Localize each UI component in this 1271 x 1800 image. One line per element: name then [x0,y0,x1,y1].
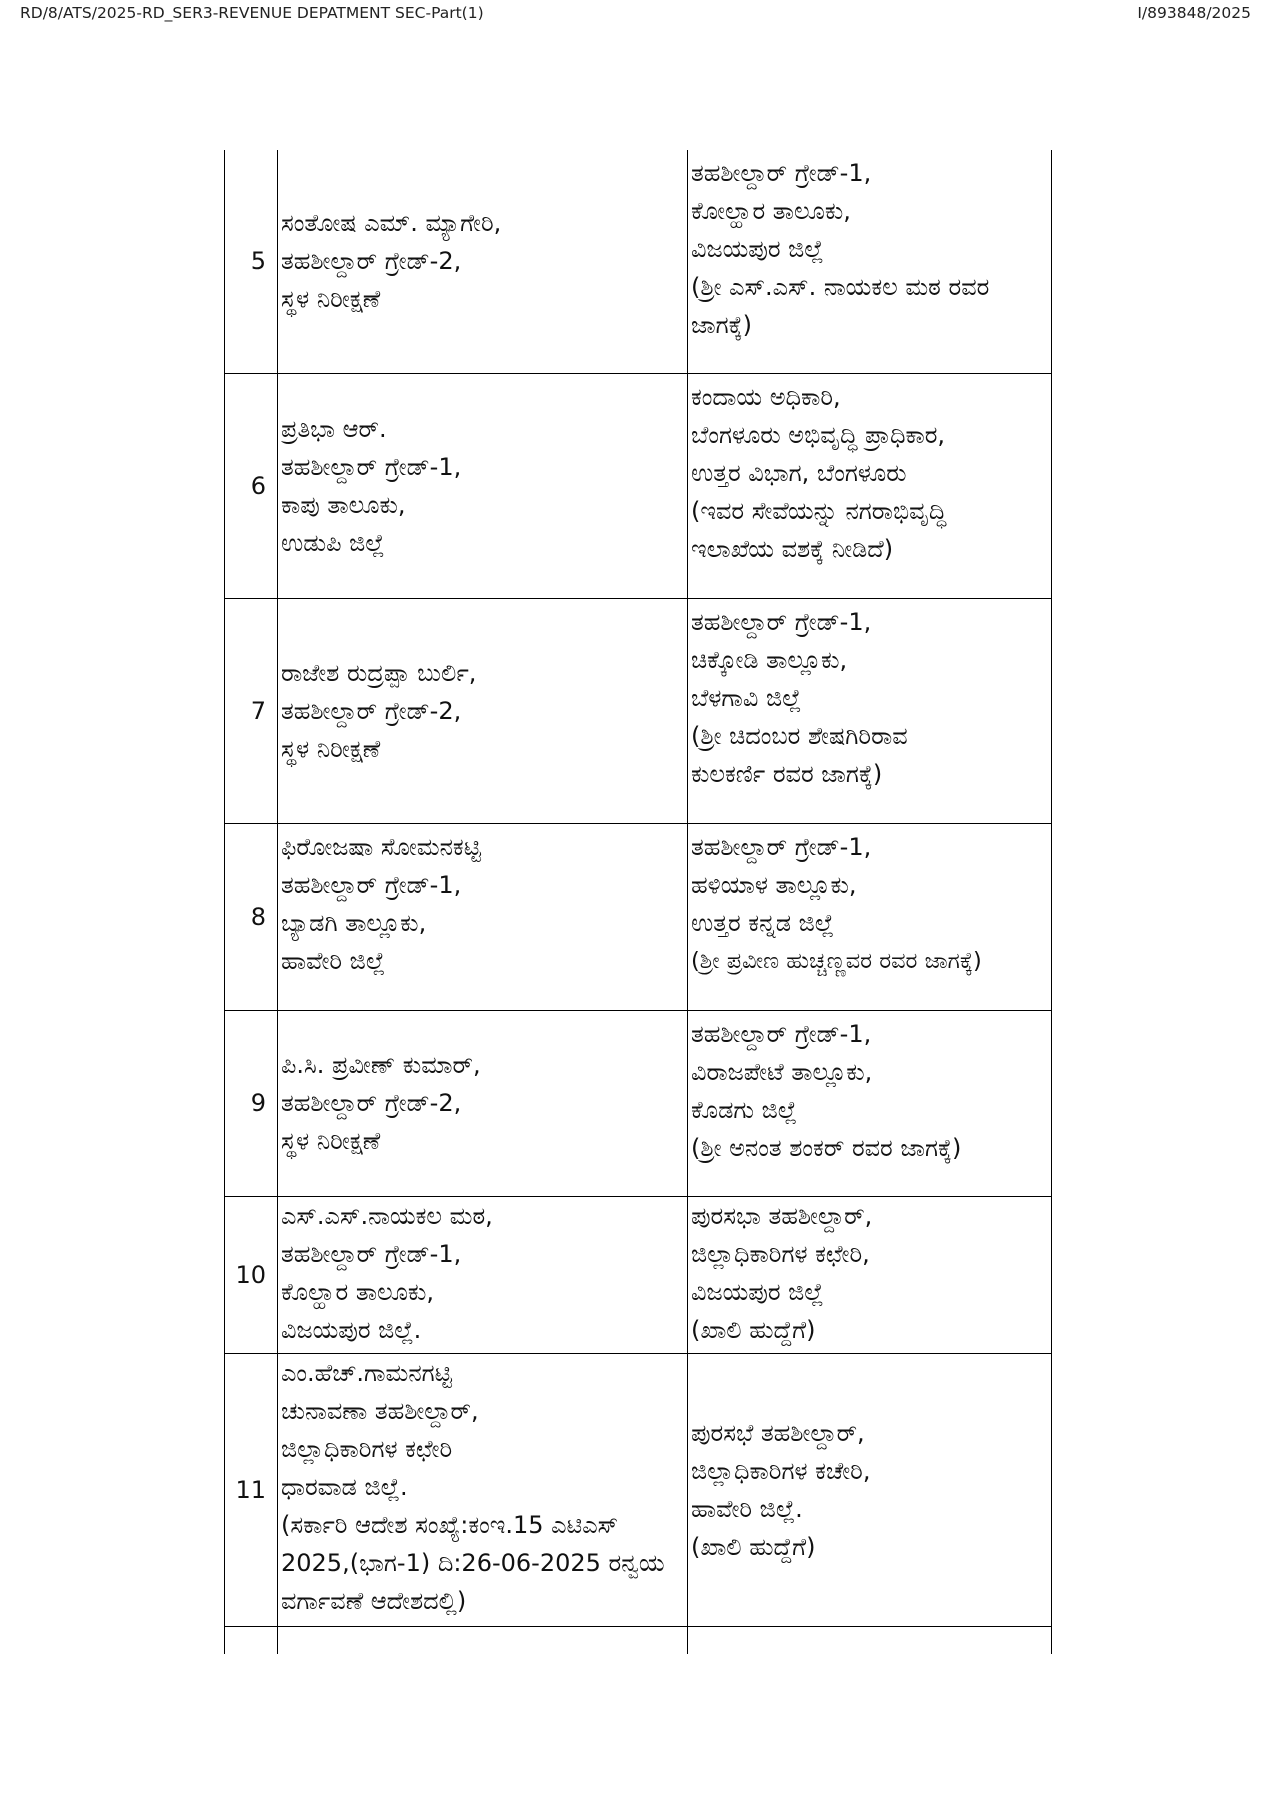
new-posting-line: ಇಲಾಖೆಯ ವಶಕ್ಕೆ ನೀಡಿದೆ) [691,534,894,563]
current-posting-cell [278,1010,688,1196]
new-posting-line: ತಹಶೀಲ್ದಾರ್ ಗ್ರೇಡ್-1, [691,1019,872,1048]
table-row [225,1010,1052,1196]
page-header [20,4,1251,26]
current-posting-line: ಕಾಪು ತಾಲೂಕು, [281,490,406,519]
current-posting-cell [278,823,688,1010]
new-posting-line: ವಿಜಯಪುರ ಜಿಲ್ಲೆ [691,235,824,263]
table-row [225,150,1052,373]
current-posting-cell [278,1353,688,1626]
new-posting-line: ಹಳಿಯಾಳ ತಾಲ್ಲೂಕು, [691,870,857,899]
current-posting-line: ಸಂತೋಷ ಎಮ್. ಮ್ಯಾಗೇರಿ, [281,209,502,238]
current-posting-line: ತಹಶೀಲ್ದಾರ್ ಗ್ರೇಡ್-1, [281,1239,462,1268]
transfer-table [224,150,1052,1654]
serial-number: 8 [225,823,278,1010]
current-posting-line: ಬ್ಯಾಡಗಿ ತಾಲ್ಲೂಕು, [281,908,427,937]
new-posting-line: ವಿರಾಜಪೇಟೆ ತಾಲ್ಲೂಕು, [691,1057,873,1086]
file-reference: RD/8/ATS/2025-RD_SER3-REVENUE DEPATMENT SEC-Part(1) [20,4,484,22]
current-posting-line: ಪಿ.ಸಿ. ಪ್ರವೀಣ್ ಕುಮಾರ್, [281,1051,481,1079]
current-posting-line: ಎಸ್.ಎಸ್.ನಾಯಕಲ ಮಠ, [281,1201,493,1230]
current-posting-line: 2025,(ಭಾಗ-1) ದಿ:26-06-2025 ರನ್ವಯ [281,1548,665,1577]
empty-cell [278,1626,688,1654]
new-posting-line: ಕುಲಕರ್ಣಿ ರವರ ಜಾಗಕ್ಕೆ) [691,759,883,788]
current-posting-cell [278,598,688,823]
current-posting-line: ಪ್ರತಿಭಾ ಆರ್. [281,414,387,443]
new-posting-cell [688,1196,1052,1353]
new-posting-line: ಪುರಸಭಾ ತಹಶೀಲ್ದಾರ್, [691,1201,873,1230]
new-posting-line: ಪುರಸಭೆ ತಹಶೀಲ್ದಾರ್, [691,1418,865,1447]
current-posting-line: (ಸರ್ಕಾರಿ ಆದೇಶ ಸಂಖ್ಯೆ:ಕಂಇ.15 ಎಟಿಎಸ್ [281,1510,619,1539]
table-row [225,823,1052,1010]
current-posting-line: ತಹಶೀಲ್ದಾರ್ ಗ್ರೇಡ್-2, [281,1089,462,1117]
new-posting-line: ಜಾಗಕ್ಕೆ) [691,311,752,339]
new-posting-line: (ಶ್ರೀ ಚಿದಂಬರ ಶೇಷಗಿರಿರಾವ [691,721,908,750]
current-posting-line: ವರ್ಗಾವಣೆ ಆದೇಶದಲ್ಲಿ) [281,1586,467,1615]
current-posting-line: ವಿಜಯಪುರ ಜಿಲ್ಲೆ. [281,1315,422,1344]
new-posting-line: (ಖಾಲಿ ಹುದ್ದೆಗೆ) [691,1532,816,1561]
new-posting-line: ತಹಶೀಲ್ದಾರ್ ಗ್ರೇಡ್-1, [691,832,872,861]
new-posting-line: ಬೆಳಗಾವಿ ಜಿಲ್ಲೆ [691,683,802,712]
new-posting-cell [688,598,1052,823]
new-posting-line: ಬೆಂಗಳೂರು ಅಭಿವೃದ್ಧಿ ಪ್ರಾಧಿಕಾರ, [691,420,946,449]
new-posting-line: ಉತ್ತರ ವಿಭಾಗ, ಬೆಂಗಳೂರು [691,458,907,487]
table-row-continuation [225,1626,1052,1654]
new-posting-line: ವಿಜಯಪುರ ಜಿಲ್ಲೆ [691,1277,824,1306]
empty-cell [225,1626,278,1654]
table-row [225,373,1052,598]
new-posting-line: (ಶ್ರೀ ಎಸ್.ಎಸ್. ನಾಯಕಲ ಮಠ ರವರ [691,273,990,301]
new-posting-cell [688,1010,1052,1196]
current-posting-line: ತಹಶೀಲ್ದಾರ್ ಗ್ರೇಡ್-2, [281,247,462,276]
serial-number: 5 [225,150,278,373]
new-posting-line: (ಶ್ರೀ ಪ್ರವೀಣ ಹುಚ್ಚಣ್ಣವರ ರವರ ಜಾಗಕ್ಕೆ) [691,947,982,974]
current-posting-line: ಸ್ಥಳ ನಿರೀಕ್ಷಣೆ [281,285,381,314]
current-posting-line: ಧಾರವಾಡ ಜಿಲ್ಲೆ. [281,1472,408,1501]
current-posting-line: ಚುನಾವಣಾ ತಹಶೀಲ್ದಾರ್, [281,1396,479,1425]
current-posting-cell [278,150,688,373]
current-posting-line: ಕೊಲ್ಹಾರ ತಾಲೂಕು, [281,1277,434,1306]
new-posting-line: ಕಂದಾಯ ಅಧಿಕಾರಿ, [691,382,841,411]
document-number: I/893848/2025 [1137,4,1251,22]
current-posting-cell [278,1196,688,1353]
current-posting-line: ಜಿಲ್ಲಾಧಿಕಾರಿಗಳ ಕಛೇರಿ [281,1434,453,1463]
current-posting-line: ಹಾವೇರಿ ಜಿಲ್ಲೆ [281,946,386,975]
new-posting-line: (ಖಾಲಿ ಹುದ್ದೆಗೆ) [691,1315,816,1344]
table-row [225,1353,1052,1626]
new-posting-cell [688,373,1052,598]
new-posting-line: ಚಿಕ್ಕೋಡಿ ತಾಲ್ಲೂಕು, [691,645,848,674]
empty-cell [688,1626,1052,1654]
current-posting-line: ಸ್ಥಳ ನಿರೀಕ್ಷಣೆ [281,734,381,763]
new-posting-cell [688,150,1052,373]
serial-number: 9 [225,1010,278,1196]
new-posting-line: ಹಾವೇರಿ ಜಿಲ್ಲೆ. [691,1494,803,1523]
current-posting-line: ತಹಶೀಲ್ದಾರ್ ಗ್ರೇಡ್-1, [281,870,462,899]
new-posting-line: ತಹಶೀಲ್ದಾರ್ ಗ್ರೇಡ್-1, [691,159,872,187]
new-posting-line: ಕೋಲ್ಹಾರ ತಾಲೂಕು, [691,197,851,225]
serial-number: 7 [225,598,278,823]
new-posting-line: ಕೊಡಗು ಜಿಲ್ಲೆ [691,1095,798,1124]
new-posting-cell [688,1353,1052,1626]
current-posting-line: ಉಡುಪಿ ಜಿಲ್ಲೆ [281,528,385,557]
new-posting-line: ಜಿಲ್ಲಾಧಿಕಾರಿಗಳ ಕಚೇರಿ, [691,1456,871,1485]
current-posting-line: ಸ್ಥಳ ನಿರೀಕ್ಷಣೆ [281,1127,381,1155]
new-posting-cell [688,823,1052,1010]
table-row [225,1196,1052,1353]
current-posting-line: ತಹಶೀಲ್ದಾರ್ ಗ್ರೇಡ್-2, [281,696,462,725]
new-posting-line: (ಇವರ ಸೇವೆಯನ್ನು ನಗರಾಭಿವೃದ್ಧಿ [691,496,947,525]
transfer-table-body [225,150,1052,1654]
current-posting-cell [278,373,688,598]
table-row [225,598,1052,823]
serial-number: 10 [225,1196,278,1353]
serial-number: 11 [225,1353,278,1626]
new-posting-line: ತಹಶೀಲ್ದಾರ್ ಗ್ರೇಡ್-1, [691,607,872,636]
current-posting-line: ಎಂ.ಹೆಚ್.ಗಾಮನಗಟ್ಟಿ [281,1358,453,1387]
current-posting-line: ತಹಶೀಲ್ದಾರ್ ಗ್ರೇಡ್-1, [281,452,462,481]
current-posting-line: ರಾಜೇಶ ರುದ್ರಪ್ಪಾ ಬುರ್ಲಿ, [281,658,477,687]
current-posting-line: ಫಿರೋಜಷಾ ಸೋಮನಕಟ್ಟಿ [281,832,482,861]
new-posting-line: ಉತ್ತರ ಕನ್ನಡ ಜಿಲ್ಲೆ [691,908,835,937]
new-posting-line: (ಶ್ರೀ ಅನಂತ ಶಂಕರ್ ರವರ ಜಾಗಕ್ಕೆ) [691,1133,962,1162]
new-posting-line: ಜಿಲ್ಲಾಧಿಕಾರಿಗಳ ಕಛೇರಿ, [691,1239,870,1268]
serial-number: 6 [225,373,278,598]
